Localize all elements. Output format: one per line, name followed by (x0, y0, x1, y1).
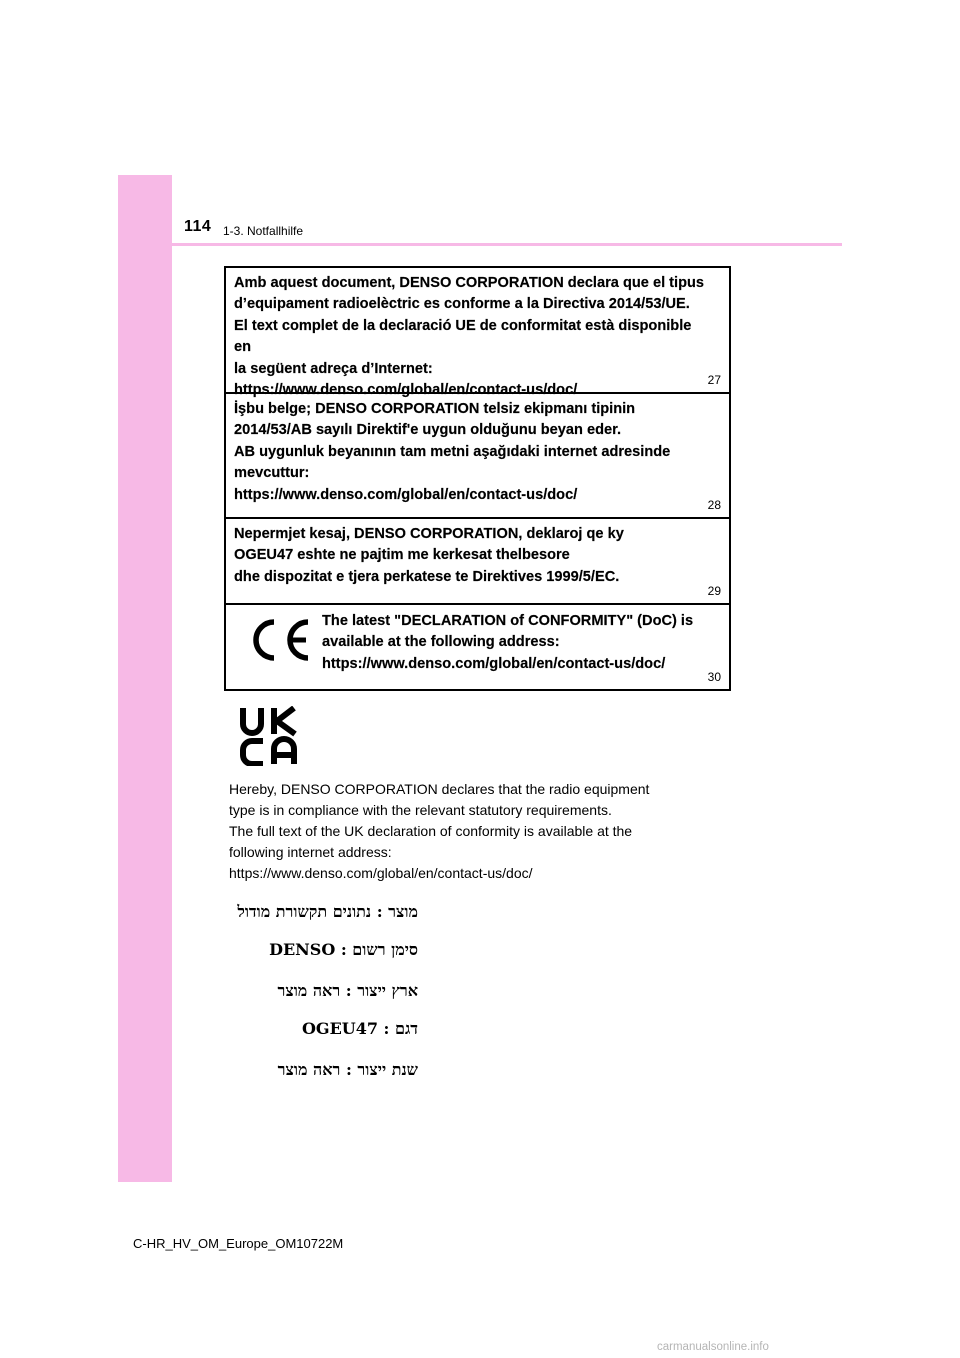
declaration-box-28 (226, 392, 729, 517)
box-number: 28 (707, 498, 721, 512)
uk-declaration-text: Hereby, DENSO CORPORATION declares that the radio equipment type is in compliance with the relevant statutory requirements. The full text of the UK declaration of conformity is available at the following internet address: https://www.denso.com/global/en/contact-us/doc/ (229, 781, 650, 881)
declaration-text-albanian: Nepermjet kesaj, DENSO CORPORATION, deklaroj qe ky OGEU47 eshte ne pajtim me kerkesat thelbesore dhe dispozitat e tjera perkatese te Direktives 1999/5/EC. (234, 526, 624, 585)
hebrew-line-year: שנת ייצור : ראה מוצר (277, 1060, 418, 1079)
hebrew-line-model: דגם : OGEU47 (301, 1019, 418, 1038)
manual-code: C-HR_HV_OM_Europe_OM10722M (133, 1236, 344, 1251)
ukca-mark-icon (238, 706, 302, 766)
box-number: 29 (707, 584, 721, 598)
declaration-box-29 (226, 517, 729, 603)
header-rule (172, 243, 842, 246)
declaration-box-27 (226, 268, 729, 399)
ce-mark-icon (244, 615, 314, 665)
section-title: 1-3. Notfallhilfe (223, 224, 304, 238)
hebrew-line-product: מוצר : נתונים תקשורת מודול (237, 902, 418, 921)
box-number: 27 (707, 373, 721, 387)
hebrew-line-brand: סימן רשום : DENSO (269, 940, 418, 959)
declaration-text-turkish: İşbu belge; DENSO CORPORATION telsiz ekipmanı tipinin 2014/53/AB sayılı Direktif'e uygun olduğunu beyan eder. AB uygunluk beyanının tam metni aşağıdaki internet adresinde mevcuttur: https://www.denso.com/global/en/contact-us/doc/ (234, 401, 671, 503)
watermark: carmanualsonline.info (657, 1341, 769, 1353)
declaration-boxes (224, 266, 731, 691)
declaration-text-english: The latest "DECLARATION of CONFORMITY" (DoC) is available at the following address: https://www.denso.com/global/en/contact-us/doc/ (322, 613, 694, 672)
declaration-box-30 (226, 603, 729, 689)
hebrew-line-country: ארץ ייצור : ראה מוצר (277, 981, 418, 1000)
side-tab-band (118, 175, 172, 1182)
page-number: 114 (184, 218, 212, 235)
declaration-text-catalan: Amb aquest document, DENSO CORPORATION declara que el tipus d’equipament radioelèctric es conforme a la Directiva 2014/53/UE. El text complet de la declaració UE de conformitat està disponible en la següent adreça d’Internet: https://www.denso.com/global/en/contact-us/doc/ (234, 275, 705, 399)
box-number: 30 (707, 670, 721, 684)
